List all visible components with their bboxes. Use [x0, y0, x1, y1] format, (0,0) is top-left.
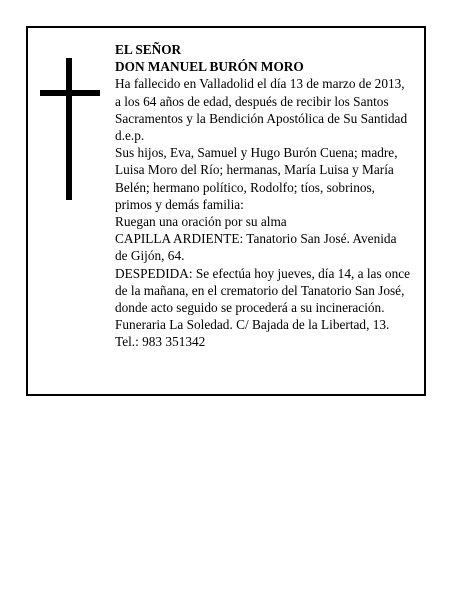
body-line: d.e.p.: [115, 128, 145, 144]
body-line: Sus hijos, Eva, Samuel y Hugo Burón Cuena; madre,: [115, 145, 398, 161]
body-line: primos y demás familia:: [115, 196, 244, 212]
body-line: Funeraria La Soledad. C/ Bajada de la Libertad, 13.: [115, 317, 390, 333]
body-line: de Gijón, 64.: [115, 248, 185, 264]
body-line: Ruegan una oración por su alma: [115, 214, 287, 230]
notice-title-line-1: EL SEÑOR: [115, 42, 182, 57]
latin-cross-icon: [40, 58, 100, 200]
body-line: Luisa Moro del Río; hermanas, María Luisa y María: [115, 162, 394, 178]
body-line: CAPILLA ARDIENTE: Tanatorio San José. Avenida: [115, 231, 397, 247]
body-line: Tel.: 983 351342: [115, 334, 206, 350]
cross-vertical-bar: [66, 58, 72, 200]
body-line: a los 64 años de edad, después de recibir los Santos: [115, 93, 389, 109]
body-line: donde acto seguido se procederá a su incineración.: [115, 300, 385, 316]
body-line: Ha fallecido en Valladolid el día 13 de marzo de 2013,: [115, 76, 405, 92]
body-line: DESPEDIDA: Se efectúa hoy jueves, día 14, a las once: [115, 265, 411, 281]
body-line: Belén; hermano político, Rodolfo; tíos, sobrinos,: [115, 179, 376, 195]
deceased-name: DON MANUEL BURÓN MORO: [115, 59, 304, 75]
cross-horizontal-bar: [40, 90, 100, 96]
notice-text: [115, 41, 421, 351]
body-line: Sacramentos y la Bendición Apostólica de Su Santidad: [115, 110, 408, 126]
obituary-notice: [26, 26, 426, 396]
body-line: de la mañana, en el crematorio del Tanatorio San José,: [115, 282, 405, 298]
